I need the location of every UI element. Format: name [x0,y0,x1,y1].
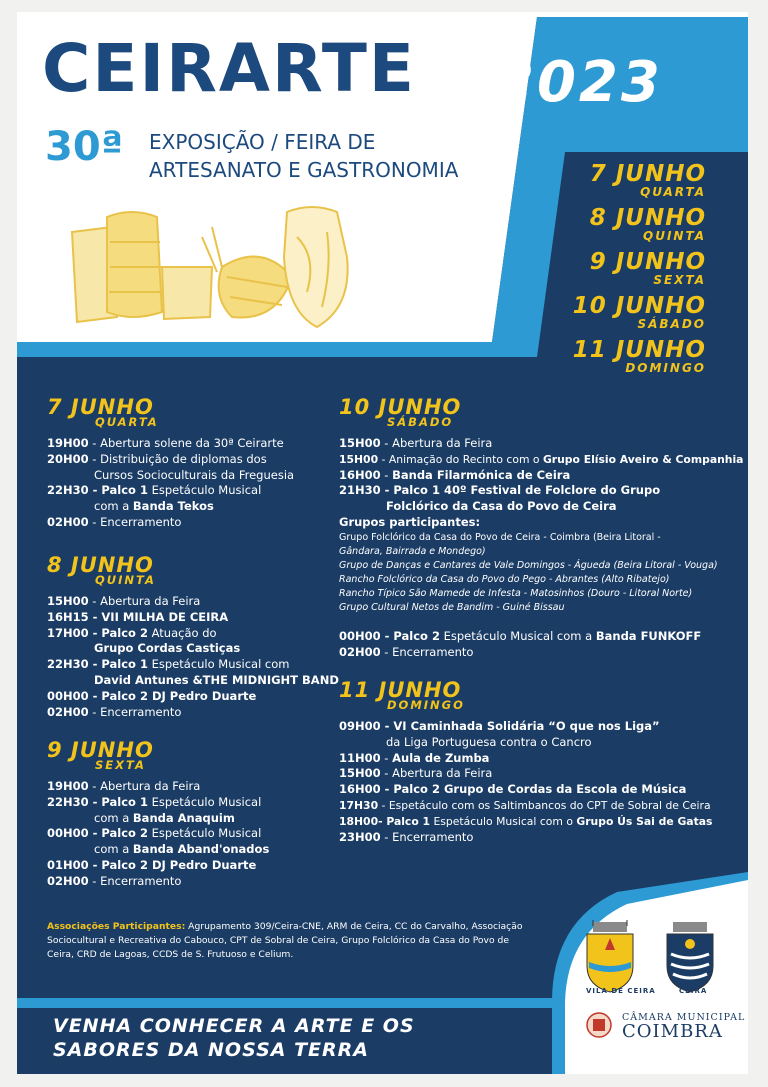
day-heading-date: 7 JUNHO [47,395,154,419]
edition-ordinal: 30ª [45,124,124,170]
event-continuation [47,842,347,858]
event-time: 17H00 - Palco 2 [47,625,148,640]
event-line [47,795,347,811]
group-item: Rancho Típico São Mamede de Infesta - Matosinhos (Douro - Litoral Norte) [339,587,693,599]
event-text: - Encerramento [88,873,182,888]
groups-title: Grupos participantes: [339,514,481,529]
event-line [47,626,347,642]
event-time: 22H30 - Palco 1 [47,794,148,809]
slogan-line-2: SABORES DA NOSSA TERRA [53,1039,369,1061]
day-heading-date: 11 JUNHO [339,678,462,702]
event-time: 09H00 - VI Caminhada Solidária “O que nos Liga” [339,719,660,733]
schedule-day-7 [47,397,347,531]
event-performer: Banda Tekos [132,499,214,514]
subtitle-line-1: EXPOSIÇÃO / FEIRA DE [149,130,376,154]
event-text: - Encerramento [88,704,182,719]
event-text: - Distribuição de diplomas dos [88,451,267,466]
event-line [47,826,347,842]
event-line [339,468,744,484]
event-text: - Abertura da Feira [88,779,201,793]
poster-subtitle [149,128,458,184]
date-item [573,338,706,374]
subtitle-line-2: ARTESANATO E GASTRONOMIA [149,158,459,182]
event-time: 23H00 [339,829,381,844]
event-performer: Banda Aband'onados [132,842,270,857]
event-text: Espetáculo Musical com [147,657,290,672]
event-text: - Animação do Recinto com o [378,452,543,466]
crafts-illustration [62,197,362,332]
slogan-line-1: VENHA CONHECER A ARTE E OS [53,1015,415,1037]
event-performer: Folclórico da Casa do Povo de Ceira [386,499,617,514]
date-day: 9 JUNHO [589,249,706,275]
date-weekday: SÁBADO [637,317,706,331]
event-text: Espetáculo Musical com o [430,814,577,828]
event-time: 16H00 - Palco 2 Grupo de Cordas da Escola de Música [339,782,687,797]
day-heading-weekday: QUINTA [95,573,156,587]
event-performer: Banda FUNKOFF [595,628,702,643]
event-time: 02H00 [47,704,89,719]
date-item [573,162,706,198]
group-item: Grupo Folclórico da Casa do Povo de Ceira - Coimbra (Beira Litoral - [339,531,661,543]
event-text: Espetáculo Musical [147,826,262,841]
event-text: Espetáculo Musical [147,794,262,809]
schedule-day-11 [339,680,744,845]
coimbra-crest-icon [584,1009,614,1041]
event-text: - Abertura da Feira [88,594,201,608]
event-time: 02H00 [339,644,381,659]
day-heading-weekday: QUARTA [95,415,159,429]
event-text: - [380,467,393,482]
date-day: 8 JUNHO [589,205,706,231]
crest-1-label: VILA DE CEIRA [586,987,656,995]
event-line [47,779,347,795]
event-line [339,436,744,452]
event-continuation: Cursos Socioculturais da Freguesia [94,467,295,482]
date-weekday: SEXTA [653,273,706,287]
schedule-day-10 [339,397,744,660]
event-text: com a [94,499,133,514]
event-text: Espetáculo Musical com a [439,628,596,643]
event-line [339,483,744,499]
event-text: - Abertura da Feira [380,766,493,781]
event-time: 02H00 [47,873,89,888]
event-line [47,483,347,499]
event-line [339,798,744,814]
event-continuation: da Liga Portuguesa contra o Cancro [386,734,592,749]
event-performer: Grupo Cordas Castiças [94,641,241,656]
event-performer: David Antunes &THE MIDNIGHT BAND [94,672,339,687]
poster-title: CEIRARTE [42,30,416,107]
event-time: 11H00 [339,750,381,765]
day-heading [47,555,347,586]
event-line [47,689,347,705]
day-heading [339,397,744,428]
date-item [573,206,706,242]
day-heading-date: 8 JUNHO [47,553,154,577]
camara-municipal-line-2: COIMBRA [622,1021,723,1042]
event-continuation [47,641,347,657]
date-day: 7 JUNHO [589,161,706,187]
day-heading-weekday: SÁBADO [387,415,454,429]
day-heading-date: 10 JUNHO [339,395,462,419]
day-heading [47,740,347,771]
event-text: com a [94,842,133,857]
event-time: 01H00 - Palco 2 DJ Pedro Duarte [47,857,257,872]
day-heading [339,680,744,711]
date-day: 11 JUNHO [572,337,706,363]
event-performer: Grupo Ús Sai de Gatas [576,814,713,828]
poster-year: 2023 [495,50,663,115]
event-text: - Espetáculo com os Saltimbancos do CPT de Sobral de Ceira [378,798,711,812]
event-text: - Abertura da Feira [380,436,493,450]
group-item: Rancho Folclórico da Casa do Povo do Pego - Abrantes (Alto Ribatejo) [339,573,670,585]
date-weekday: DOMINGO [625,361,706,375]
event-line [47,594,347,610]
event-line [339,751,744,767]
event-line [339,719,744,735]
event-time: 00H00 - Palco 2 [339,628,440,643]
event-line [339,830,744,846]
event-time: 15H00 [339,766,381,781]
festival-dates-list [573,162,706,382]
event-line [339,645,744,661]
event-continuation [47,811,347,827]
event-performer: Grupo Elísio Aveiro & Companhia [542,452,744,466]
event-performer: Banda Filarmónica de Ceira [392,467,571,482]
event-line [47,858,347,874]
event-time: 15H00 [339,452,379,466]
group-item: Grupo de Danças e Cantares de Vale Domingos - Águeda (Beira Litoral - Vouga) [339,559,718,571]
event-performer: Banda Anaquim [132,810,235,825]
event-text: Atuação do [147,625,217,640]
event-line [47,436,347,452]
schedule-day-9 [47,740,347,890]
event-line [339,452,744,468]
event-line [47,515,347,531]
event-time: 21H30 - Palco 1 40º Festival de Folclore do Grupo [339,483,661,498]
event-line [47,657,347,673]
day-heading-weekday: DOMINGO [387,698,465,712]
event-line [339,814,744,830]
poster [17,12,748,1074]
day-heading-weekday: SEXTA [95,758,146,772]
event-time: 15H00 [47,594,89,608]
group-item-continuation: Gândara, Bairrada e Mondego) [339,545,486,557]
associations-label: Associações Participantes: [47,921,186,932]
date-weekday: QUINTA [643,229,706,243]
event-time: 19H00 [47,436,89,450]
camara-municipal-logo [622,1012,745,1042]
day-heading-date: 9 JUNHO [47,738,154,762]
event-time: 16H00 [339,467,381,482]
associations-list: Agrupamento 309/Ceira-CNE, ARM de Ceira, CC do Carvalho, Associação Sociocultural e Recreativa do Cabouco, CPT de Sobral de Ceira, Grupo Folclórico da Casa do Povo de Ceira, CRD de Lagoas, CCDS de S. Frutuoso e Celium. [47,921,523,960]
date-item [573,250,706,286]
event-time: 18H00- Palco 1 [339,814,431,828]
event-continuation [47,673,347,689]
event-performer: Aula de Zumba [392,750,490,765]
event-time: 15H00 [339,436,381,450]
event-text: com a [94,810,133,825]
event-text: - Encerramento [380,644,474,659]
date-item [573,294,706,330]
day-heading [47,397,347,428]
event-time: 00H00 - Palco 2 [47,826,148,841]
event-time: 17H30 [339,798,379,812]
date-day: 10 JUNHO [572,293,706,319]
slogan [53,1014,415,1062]
event-line [47,452,347,468]
event-time: 19H00 [47,779,89,793]
event-time: 22H30 - Palco 1 [47,657,148,672]
event-line [339,766,744,782]
event-time: 00H00 - Palco 2 DJ Pedro Duarte [47,688,257,703]
group-item: Grupo Cultural Netos de Bandim - Guiné Bissau [339,601,565,613]
event-text: - Abertura solene da 30ª Ceirarte [88,436,284,450]
event-time: 20H00 [47,451,89,466]
crest-2-label: CEIRA [679,987,708,995]
event-line [47,705,347,721]
event-line [47,610,347,626]
associations-text [47,920,527,962]
event-time: 16H15 - VII MILHA DE CEIRA [47,609,229,624]
event-text: - Encerramento [88,514,182,529]
schedule-day-8 [47,555,347,720]
event-time: 02H00 [47,514,89,529]
date-weekday: QUARTA [640,185,706,199]
event-continuation [339,499,744,515]
event-text: - [380,750,393,765]
event-line [47,874,347,890]
event-text: - Encerramento [380,829,474,844]
event-text: Espetáculo Musical [147,483,262,498]
event-continuation [47,499,347,515]
camara-municipal-line-1: CÂMARA MUNICIPAL [622,1012,746,1023]
event-line [339,629,744,645]
event-line [339,782,744,798]
event-time: 22H30 - Palco 1 [47,483,148,498]
